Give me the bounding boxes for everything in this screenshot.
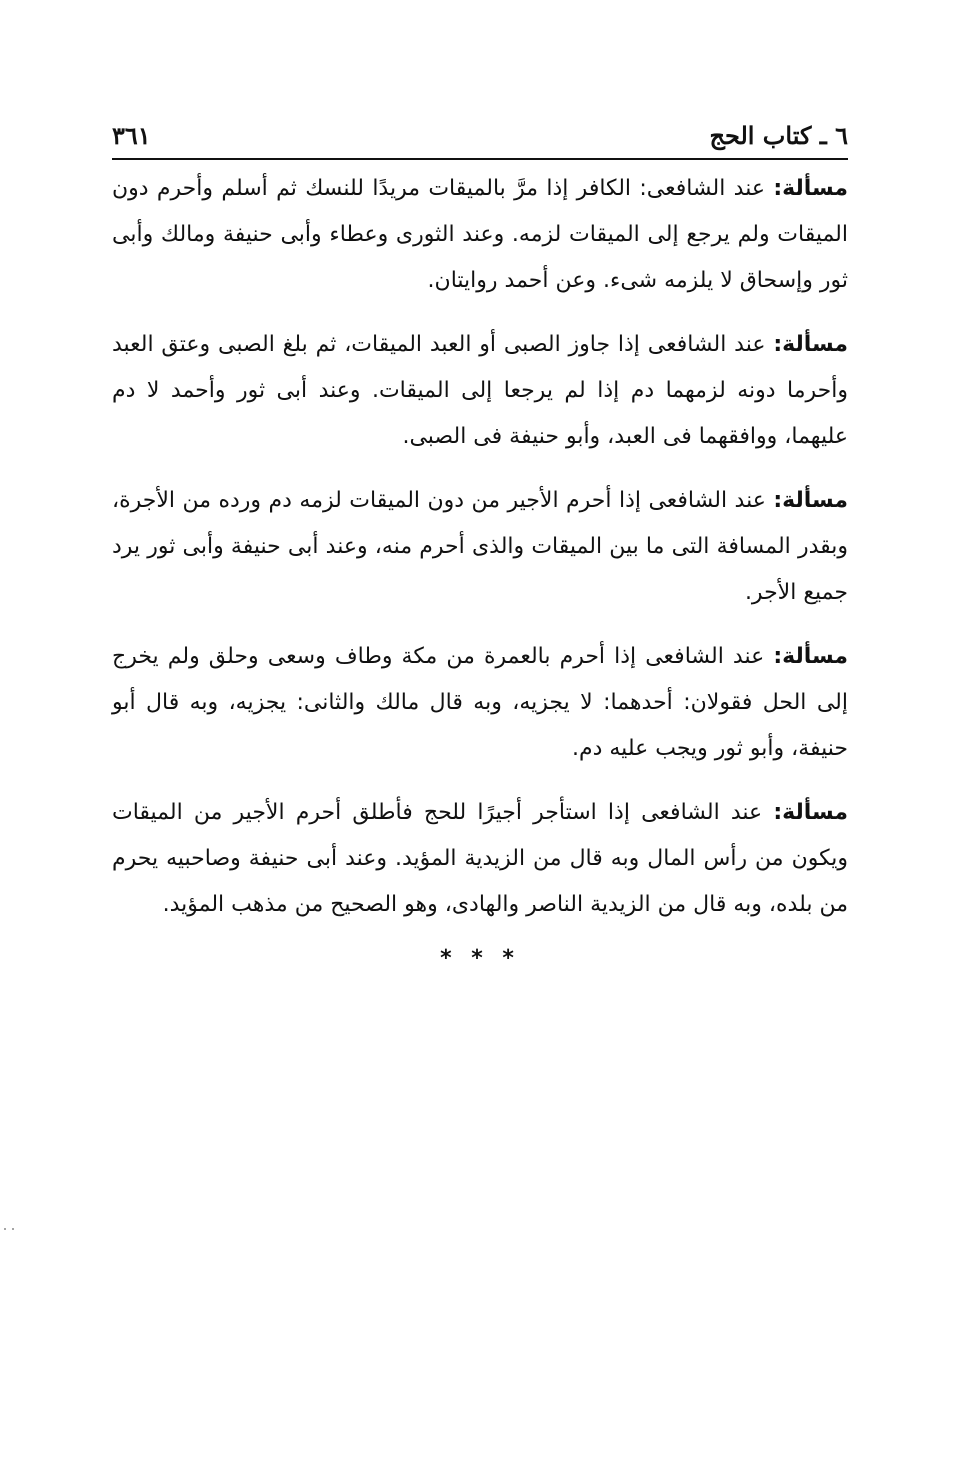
scan-dot — [12, 1228, 14, 1230]
masala-text: عند الشافعى إذا جاوز الصبى أو العبد الميقات، ثم بلغ الصبى وعتق العبد وأحرما دونه لزمهما دم إذا لم يرجعا إلى الميقات. وعند أبى ثور وأحمد لا دم عليهما، ووافقهما فى العبد، وأبو حنيفة فى الصبى. — [112, 332, 848, 449]
masala-label: مسألة: — [773, 176, 848, 201]
masala-text: عند الشافعى إذا أحرم الأجير من دون الميقات لزمه دم ورده من الأجرة، وبقدر المسافة التى ما بين الميقات والذى أحرم منه، وعند أبى حنيفة وأبى ثور يرد جميع الأجر. — [112, 488, 848, 605]
masala-text: عند الشافعى إذا أحرم بالعمرة من مكة وطاف وسعى وحلق ولم يخرج إلى الحل فقولان: أحدهما: لا يجزيه، وبه قال مالك والثانى: يجزيه، وبه قال أبو حنيفة، وأبو ثور ويجب عليه دم. — [112, 644, 848, 761]
masala-paragraph — [112, 790, 848, 928]
masala-text: عند الشافعى إذا استأجر أجيرًا للحج فأطلق أحرم الأجير من الميقات ويكون من رأس المال وبه قال من الزيدية المؤيد. وعند أبى حنيفة وصاحبيه يحرم من بلده، وبه قال من الزيدية الناصر والهادى، وهو الصحيح من مذهب المؤيد. — [112, 800, 848, 917]
masala-label: مسألة: — [773, 332, 848, 357]
chapter-title: ٦ ـ كتاب الحج — [709, 121, 848, 150]
section-separator: * * * — [440, 946, 520, 971]
scan-dot — [4, 1228, 6, 1230]
masala-paragraph — [112, 166, 848, 304]
page-number: ٣٦١ — [112, 121, 151, 150]
masala-text: عند الشافعى: الكافر إذا مرَّ بالميقات مريدًا للنسك ثم أسلم وأحرم دون الميقات ولم يرجع إلى الميقات لزمه. وعند الثورى وعطاء وأبى حنيفة ومالك وأبى ثور وإسحاق لا يلزمه شىء. وعن أحمد روايتان. — [112, 176, 848, 293]
page-header — [112, 118, 848, 160]
page-body — [112, 166, 848, 971]
masala-paragraph — [112, 634, 848, 772]
masala-label: مسألة: — [773, 644, 848, 669]
scan-artifact-dots — [0, 1228, 20, 1232]
masala-label: مسألة: — [773, 800, 848, 825]
masala-label: مسألة: — [773, 488, 848, 513]
masala-paragraph — [112, 478, 848, 616]
masala-paragraph — [112, 322, 848, 460]
